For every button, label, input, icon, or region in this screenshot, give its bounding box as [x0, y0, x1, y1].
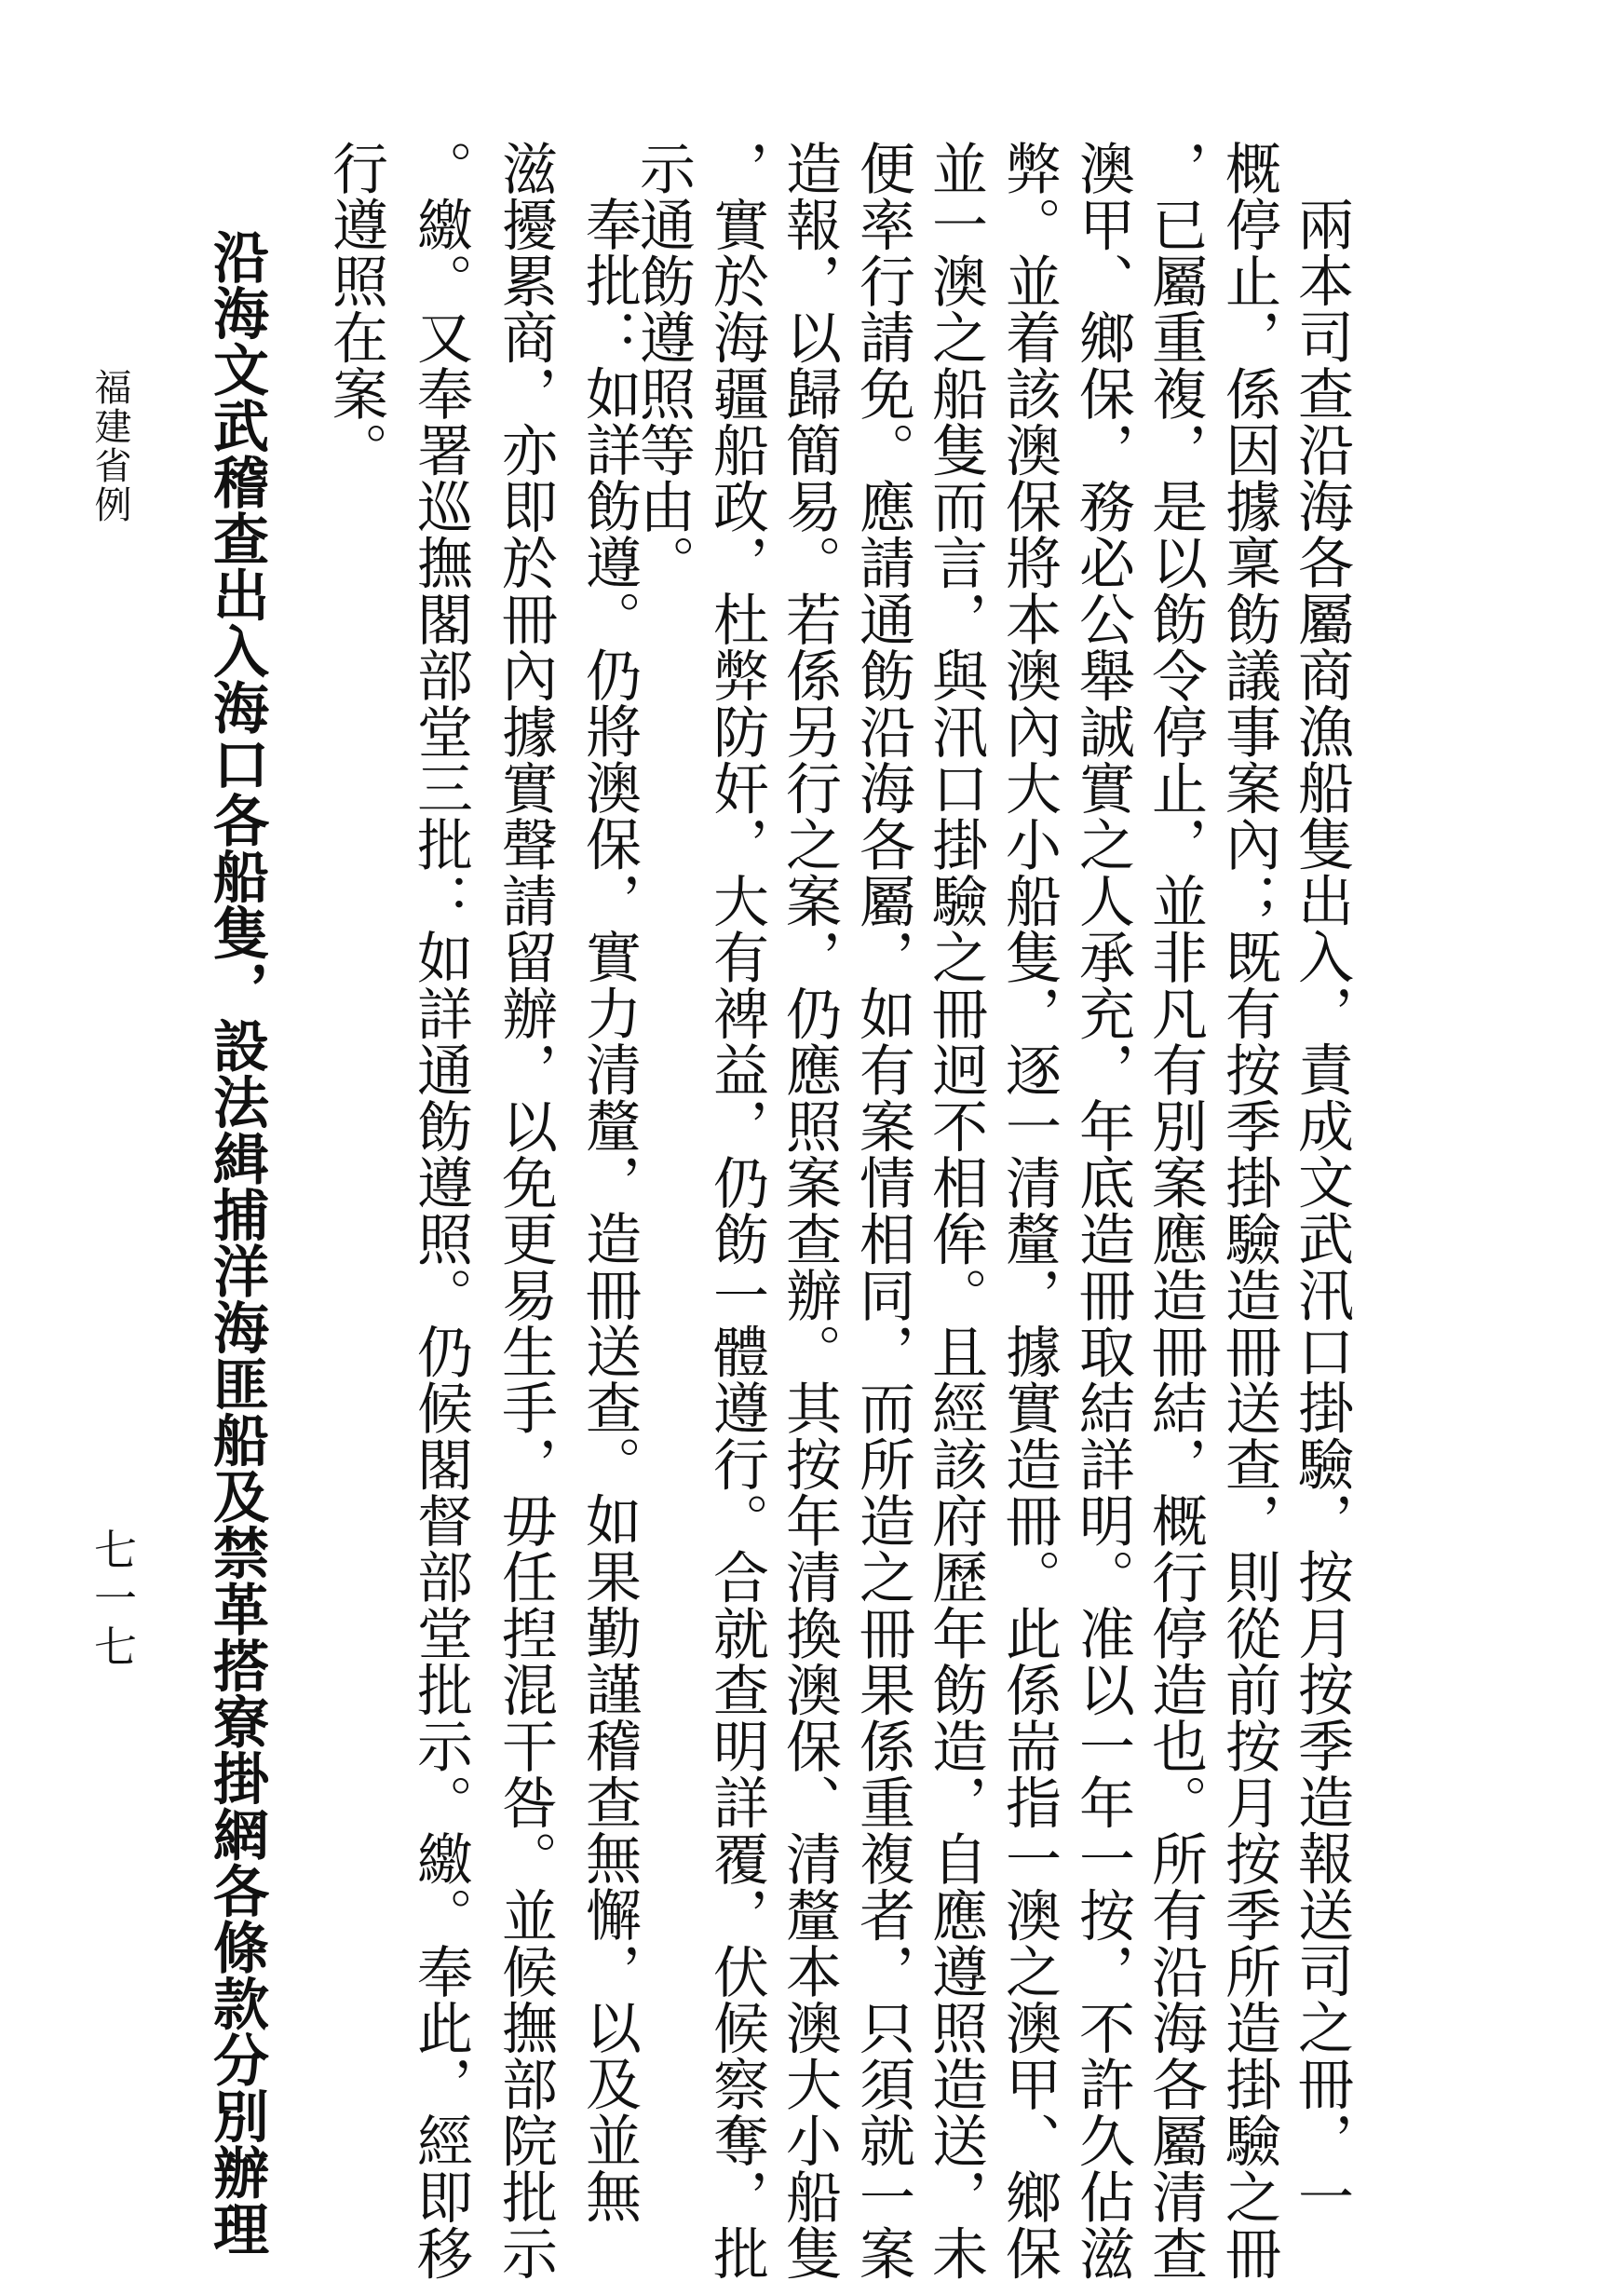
text-column-10: 示通飭遵照等由。: [630, 140, 696, 591]
text-column-2: 概停止，係因據稟飭議事案內；既有按季掛驗造冊送查，則從前按月按季所造掛驗之冊: [1216, 140, 1281, 2281]
text-column-9: ，實於海疆船政，杜弊防奸，大有裨益，仍飭一體遵行。合就查明詳覆，伏候察奪，批: [704, 140, 769, 2281]
page-number: 七一七: [88, 1527, 138, 1673]
text-column-12: 滋擾累商，亦即於冊內據實聲請留辦，以免更易生手，毋任揑混干咎。並候撫部院批示: [493, 140, 558, 2281]
text-column-11: 奉批：如詳飭遵。仍將澳保，實力清釐，造冊送查。如果勤謹稽查無懈，以及並無: [576, 196, 642, 2224]
text-column-4: 澳甲、鄉保，務必公舉誠實之人承充，年底造冊取結詳明。准以一年一按，不許久佔滋: [1070, 140, 1135, 2281]
text-column-5: 弊。並着該澳保將本澳內大小船隻，逐一清釐，據實造冊。此係耑指一澳之澳甲、鄉保: [996, 140, 1062, 2281]
text-column-8: 造報，以歸簡易。若係另行之案，仍應照案查辦。其按年清換澳保、清釐本澳大小船隻: [777, 140, 842, 2281]
text-column-1: 兩本司查沿海各屬商漁船隻出入，責成文武汛口掛驗，按月按季造報送司之冊，一: [1289, 196, 1354, 2224]
text-column-3: ，已屬重複，是以飭令停止，並非凡有別案應造冊結，概行停造也。所有沿海各屬清查: [1143, 140, 1208, 2281]
text-column-14: 行遵照在案。: [323, 140, 388, 478]
section-heading: 沿海文武稽查出入海口各船隻，設法緝捕洋海匪船及禁革搭寮掛網各條款分別辦理: [204, 228, 269, 2257]
text-column-6: 並一澳之船隻而言，與汛口掛驗之冊迥不相侔。且經該府歷年飭造，自應遵照造送，未: [923, 140, 988, 2281]
text-column-7: 便率行請免。應請通飭沿海各屬，如有案情相同，而所造之冊果係重複者，只須就一案: [850, 140, 915, 2281]
text-column-13: 。繳。又奉署巡撫閣部堂三批：如詳通飭遵照。仍候閣督部堂批示。繳。奉此，經即移: [408, 140, 473, 2281]
margin-book-title: 福建省例: [88, 368, 131, 524]
